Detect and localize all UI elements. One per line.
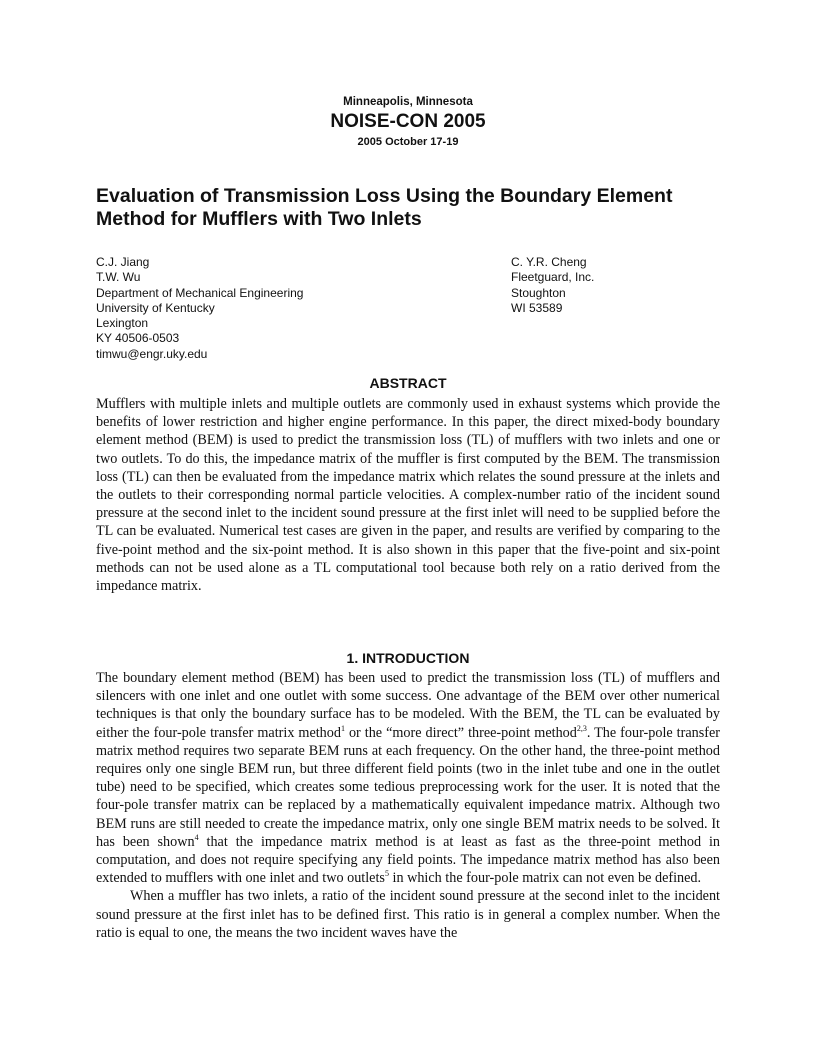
abstract-heading: ABSTRACT (369, 375, 447, 391)
author-line: C.J. Jiang (96, 255, 150, 269)
conference-location: Minneapolis, Minnesota (343, 96, 473, 108)
introduction-paragraph-1 (96, 669, 720, 887)
authors-left (96, 255, 416, 362)
text-run: that the impedance matrix method is at least as fast as the three-point method in computation, and does not require specifying any field points. The impedance matrix method has also been extended to mufflers with one inlet and two outlets (96, 833, 720, 887)
conference-date: 2005 October 17-19 (357, 136, 459, 148)
text-run: . The four-pole transfer matrix method requires two separate BEM runs at each frequency. On the other hand, the three-point method requires only one single BEM run, but three different field points (two in the inlet tube and one in the outlet tube) need to be specified, which creates some tedious preprocessing work for the user. It is noted that the four-pole transfer matrix can be replaced by a mathematically equivalent impedance matrix. Although two BEM runs are still needed to create the impedance matrix, only one single BEM matrix needs to be solved. It has been shown (96, 724, 720, 850)
author-line: WI 53589 (511, 300, 563, 315)
citation-ref: 2,3 (576, 723, 587, 733)
abstract-paragraph: Mufflers with multiple inlets and multiple outlets are commonly used in exhaust systems which provide the benefits of lower restriction and higher engine performance. In this paper, the direct mixed-body boundary element method (BEM) is used to predict the transmission loss (TL) of mufflers with two inlets and one or two outlets. To do this, the impedance matrix of the muffler is first computed by the BEM. The transmission loss (TL) can then be evaluated from the impedance matrix which relates the sound pressure at the inlets and the outlets to their corresponding normal particle velocities. A complex-number ratio of the incident sound pressure at the second inlet to the incident sound pressure at the first inlet will need to be supplied before the TL can be evaluated. Numerical test cases are given in the paper, and results are verified by comparing to the five-point method and the six-point method. It is also shown in this paper that the five-point and six-point methods can not be used alone as a TL computational tool because both rely on a ratio derived from the impedance matrix. (96, 396, 720, 595)
introduction-body (96, 669, 720, 942)
paper-title: Evaluation of Transmission Loss Using the Boundary Element Method for Mufflers with Two Inlets (96, 185, 673, 230)
author-line: Fleetguard, Inc. (511, 270, 595, 285)
author-line: University of Kentucky (96, 300, 215, 315)
text-run: or the “more direct” three-point method (344, 724, 577, 741)
authors-right (511, 255, 711, 316)
author-line: T.W. Wu (96, 270, 141, 285)
citation-ref: 1 (340, 723, 345, 733)
author-line: KY 40506-0503 (96, 331, 180, 346)
text-run: The boundary element method (BEM) has been used to predict the transmission loss (TL) of mufflers and silencers with one inlet and one outlet with some success. One advantage of the BEM over other numerical techniques is that only the boundary surface has to be modeled. With the BEM, the TL can be evaluated by either the four-pole transfer matrix method (96, 670, 720, 741)
text-run: in which the four-pole matrix can not even be defined. (388, 870, 702, 887)
abstract-body (96, 395, 720, 595)
citation-ref: 4 (194, 832, 199, 842)
author-line: C. Y.R. Cheng (511, 255, 587, 269)
conference-name: NOISE-CON 2005 (330, 111, 486, 132)
introduction-heading: 1. INTRODUCTION (346, 650, 470, 666)
introduction-paragraph-2: When a muffler has two inlets, a ratio of the incident sound pressure at the second inlet to the incident sound pressure at the first inlet has to be defined first. This ratio is in general a complex number. When the ratio is equal to one, the means the two incident waves have the (96, 888, 720, 941)
author-line: Department of Mechanical Engineering (96, 285, 304, 300)
author-line: Stoughton (511, 285, 566, 300)
author-email: timwu@engr.uky.edu (96, 346, 208, 361)
citation-ref: 5 (384, 869, 389, 879)
author-line: Lexington (96, 316, 149, 331)
